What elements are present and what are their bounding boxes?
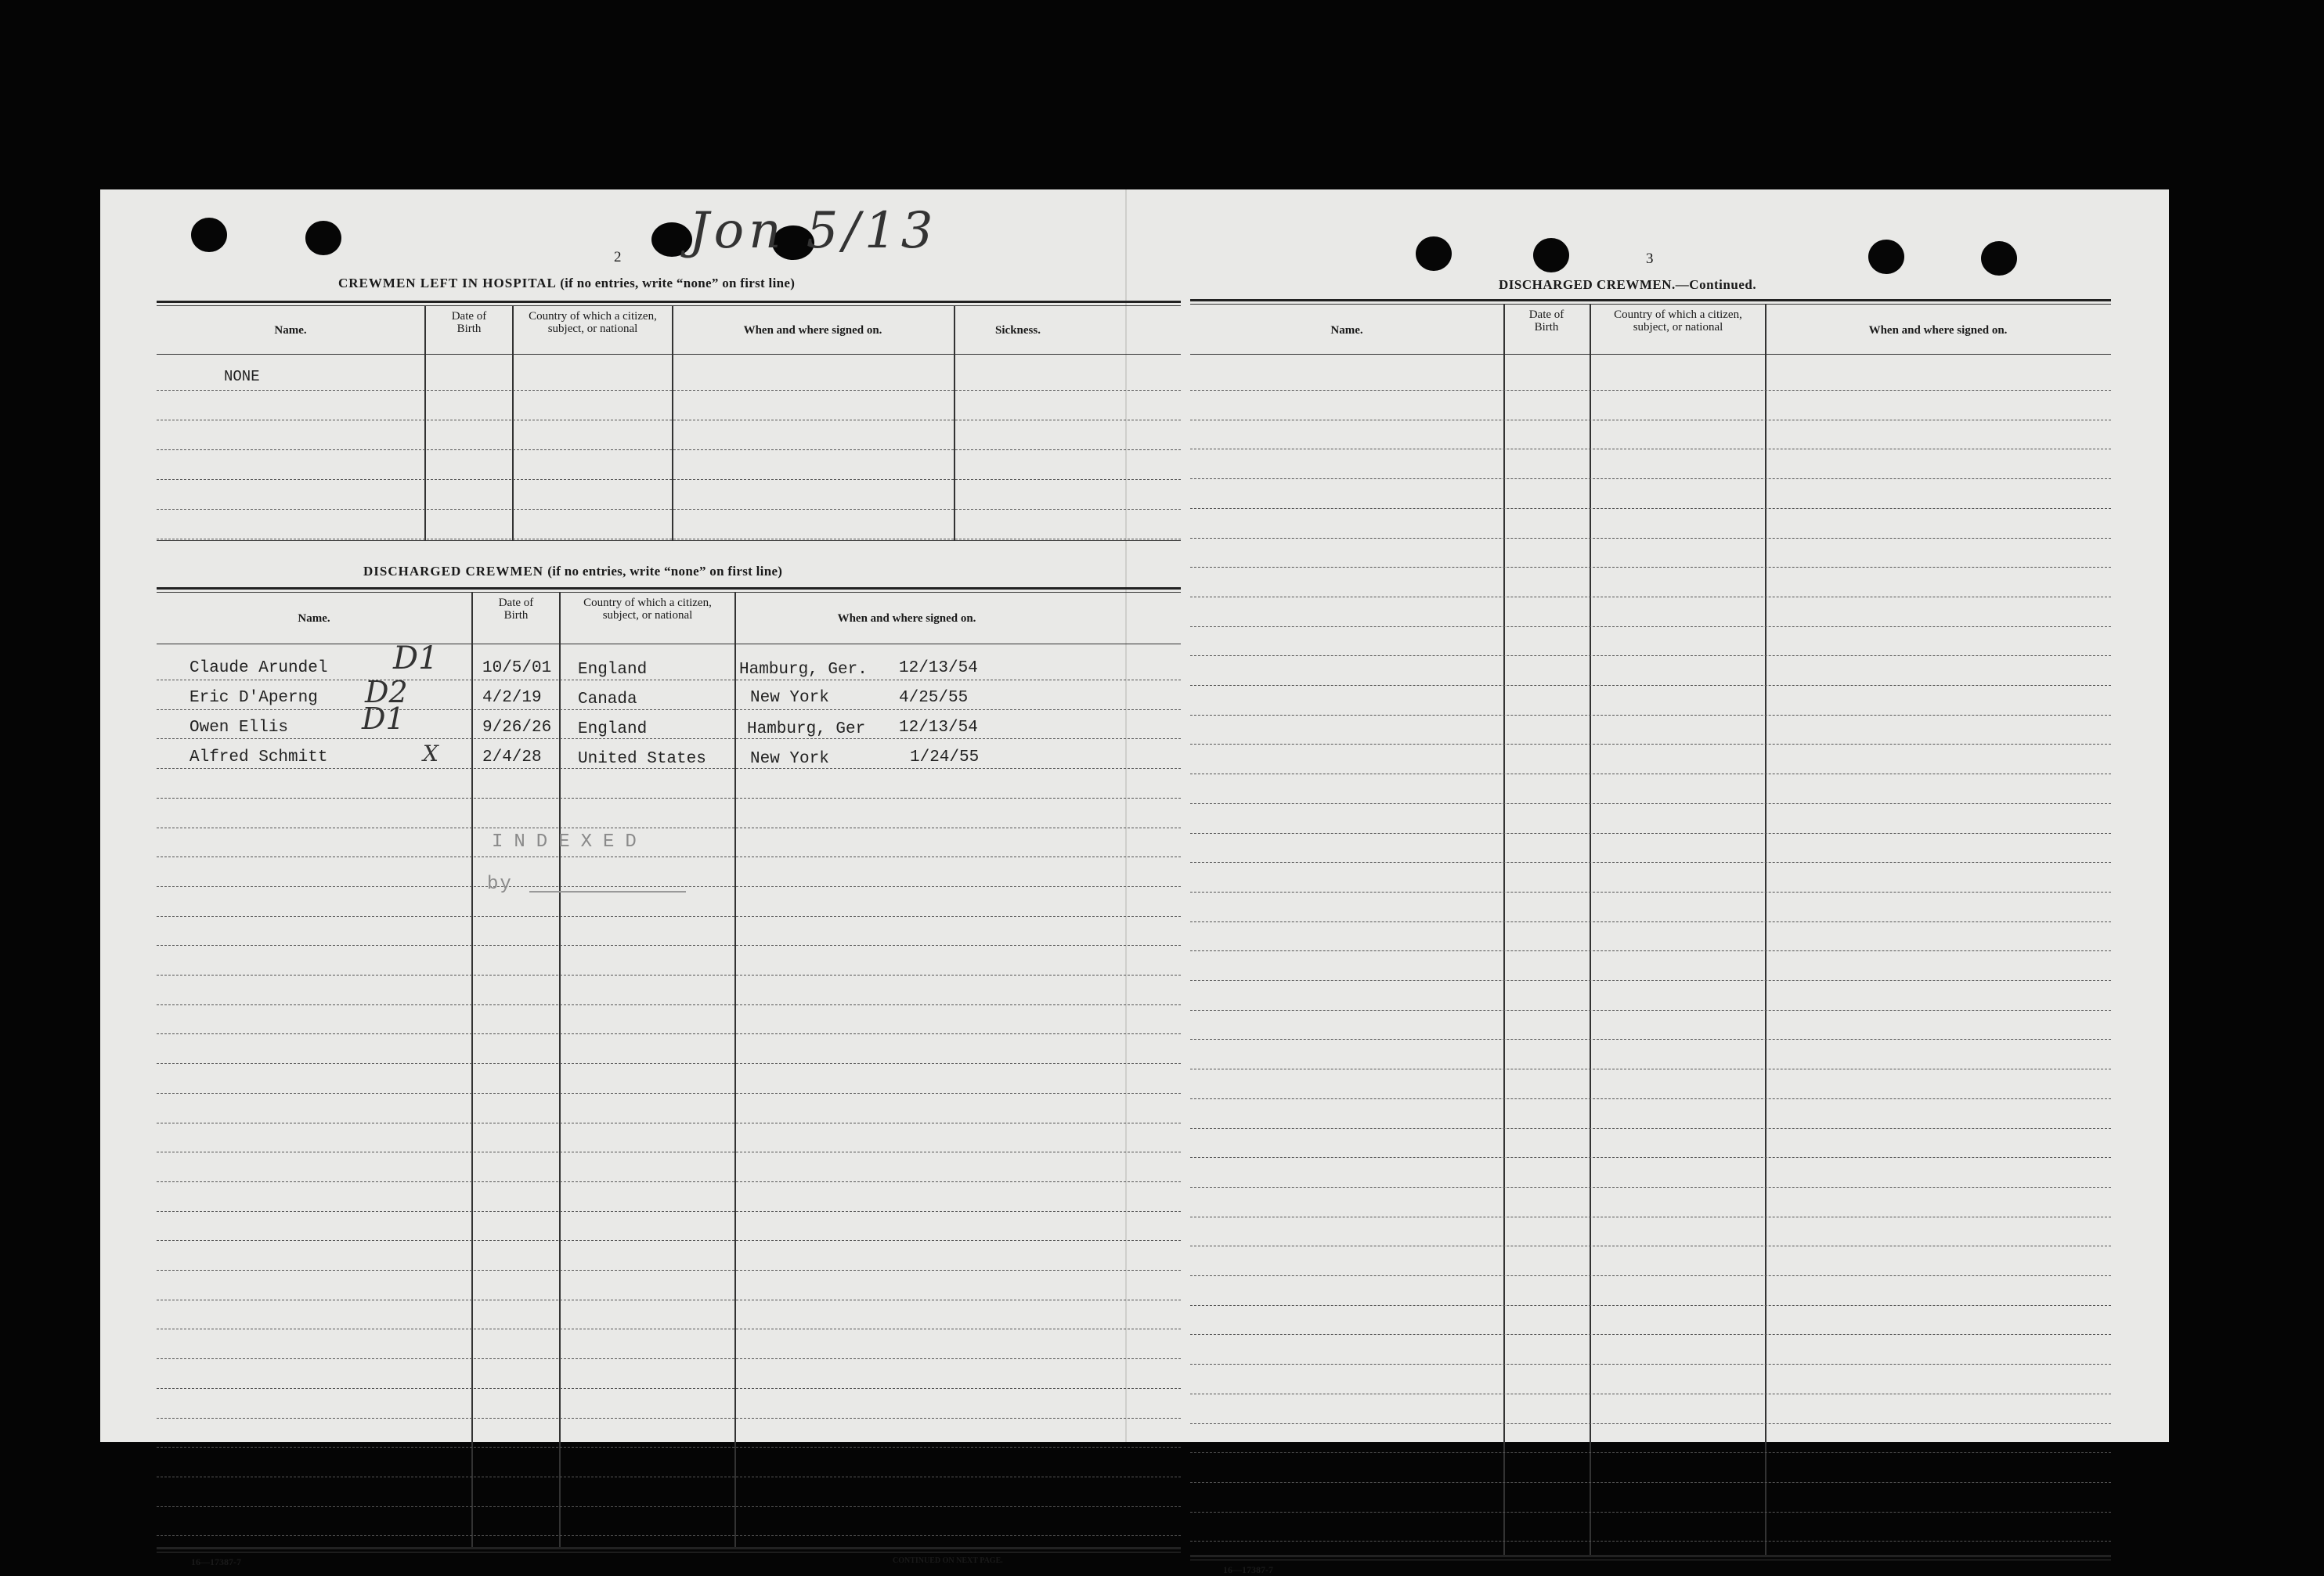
ruled-line [157, 975, 1181, 976]
ruled-line [1190, 1334, 2111, 1335]
discharged-continued-title: DISCHARGED CREWMEN.—Continued. [1499, 277, 1757, 292]
left-page-bottom-rule-2 [157, 1552, 1181, 1553]
ruled-line [1190, 1010, 2111, 1011]
crew-signed-date: 1/24/55 [910, 748, 980, 766]
ruled-line [1190, 1364, 2111, 1365]
ruled-line [1190, 744, 2111, 745]
ruled-line [157, 1211, 1181, 1212]
ruled-line [1190, 1305, 2111, 1306]
hospital-bottom-rule [157, 540, 1181, 541]
ruled-line [157, 768, 1181, 769]
right-header-rule [1190, 354, 2111, 355]
punch-hole [191, 218, 227, 252]
ruled-line [1190, 980, 2111, 981]
hospital-header-name: Name. [274, 324, 307, 337]
crew-signed-place: New York [750, 689, 829, 707]
handwritten-note: Jon 5/13 [689, 202, 938, 260]
ruled-line [1190, 1482, 2111, 1483]
crew-name: Alfred Schmitt [189, 748, 328, 766]
crew-country: England [578, 720, 648, 738]
hospital-header-signed: When and where signed on. [743, 324, 882, 337]
ruled-line [157, 1181, 1181, 1182]
ruled-line [1190, 892, 2111, 893]
crew-name: Owen Ellis [189, 719, 289, 737]
ruled-line [1190, 1187, 2111, 1188]
ruled-line [157, 1270, 1181, 1271]
ruled-line [1190, 1098, 2111, 1099]
hospital-header-rule [157, 354, 1181, 355]
crew-signed-place: Hamburg, Ger. [739, 661, 868, 679]
ruled-line [157, 916, 1181, 917]
ruled-line [157, 509, 1181, 510]
crew-dob: 10/5/01 [482, 659, 552, 677]
handwritten-mark: D1 [362, 701, 405, 736]
ruled-line [157, 709, 1181, 710]
right-page-bottom-rule [1190, 1555, 2111, 1557]
right-header-name: Name. [1330, 324, 1363, 337]
crew-signed-date: 12/13/54 [899, 719, 978, 737]
crew-name: Claude Arundel [189, 659, 328, 677]
crew-signed-place: New York [750, 750, 829, 768]
ruled-line [157, 886, 1181, 887]
hospital-col-line [512, 305, 514, 540]
punch-hole [651, 222, 692, 257]
ruled-line [1190, 803, 2111, 804]
crew-country: England [578, 661, 648, 679]
page-fold [1125, 189, 1127, 1442]
ruled-line [1190, 508, 2111, 509]
ruled-line [1190, 715, 2111, 716]
ruled-line [157, 479, 1181, 480]
ruled-line [157, 945, 1181, 946]
right-header-signed: When and where signed on. [1868, 324, 2008, 337]
crew-country: Canada [578, 691, 637, 709]
ruled-line [157, 1535, 1181, 1536]
ruled-line [1190, 833, 2111, 834]
ruled-line [1190, 1452, 2111, 1453]
indexed-stamp: INDEXED [492, 831, 648, 853]
hospital-header-sickness: Sickness. [995, 324, 1041, 337]
ruled-line [1190, 1275, 2111, 1276]
left-page-bottom-rule [157, 1547, 1181, 1549]
hospital-top-rule-2 [157, 305, 1181, 306]
ruled-line [1190, 478, 2111, 479]
crew-dob: 4/2/19 [482, 689, 542, 707]
hospital-entry-none: NONE [224, 368, 260, 385]
crew-signed-place: Hamburg, Ger [747, 720, 866, 738]
ruled-line [157, 1388, 1181, 1389]
ruled-line [157, 1093, 1181, 1094]
crew-name: Eric D'Aperng [189, 689, 318, 707]
handwritten-mark: D1 [393, 640, 438, 676]
discharged-top-rule [157, 587, 1181, 590]
right-top-rule-2 [1190, 304, 2111, 305]
hospital-top-rule [157, 301, 1181, 303]
hospital-header-dob: Date of Birth [451, 310, 487, 335]
ruled-line [157, 1358, 1181, 1359]
form-number-left: 16—17387-7 [191, 1556, 241, 1567]
right-col-line [1765, 304, 1766, 1555]
ruled-line [1190, 1157, 2111, 1158]
form-number-right: 16—17387-7 [1223, 1564, 1273, 1575]
ruled-line [157, 1063, 1181, 1064]
ruled-line [1190, 685, 2111, 686]
ruled-line [157, 1506, 1181, 1507]
ruled-line [1190, 862, 2111, 863]
hospital-col-line [954, 305, 955, 540]
ruled-line [1190, 655, 2111, 656]
hospital-col-line [424, 305, 426, 540]
ruled-line [157, 1033, 1181, 1034]
ruled-line [1190, 626, 2111, 627]
discharged-section-title: DISCHARGED CREWMEN (if no entries, write “none” on first line) [363, 564, 783, 579]
hospital-section-title: CREWMEN LEFT IN HOSPITAL (if no entries, write “none” on first line) [338, 276, 796, 290]
document-sheet [100, 189, 2169, 1575]
ruled-line [1190, 1541, 2111, 1542]
crew-country: United States [578, 750, 706, 768]
punch-hole [1868, 240, 1904, 274]
hospital-header-country: Country of which a citizen, subject, or national [529, 310, 657, 335]
punch-hole [1533, 238, 1569, 272]
handwritten-mark: D2 [365, 675, 408, 709]
continued-note: CONTINUED ON NEXT PAGE. [893, 1556, 1003, 1565]
stamp-signature-line [529, 891, 686, 893]
discharged-header-country: Country of which a citizen, subject, or national [583, 597, 712, 622]
crew-signed-date: 12/13/54 [899, 659, 978, 677]
crew-dob: 2/4/28 [482, 748, 542, 766]
ruled-line [1190, 950, 2111, 951]
ruled-line [157, 1418, 1181, 1419]
handwritten-mark: X [423, 741, 438, 766]
discharged-col-line [734, 592, 736, 1547]
ruled-line [157, 449, 1181, 450]
ruled-line [157, 738, 1181, 739]
right-header-country: Country of which a citizen, subject, or national [1614, 308, 1742, 334]
discharged-header-name: Name. [298, 612, 330, 625]
hospital-col-line [672, 305, 673, 540]
ruled-line [1190, 1039, 2111, 1040]
crew-signed-date: 4/25/55 [899, 689, 969, 707]
ruled-line [157, 1240, 1181, 1241]
crew-dob: 9/26/26 [482, 719, 552, 737]
ruled-line [1190, 567, 2111, 568]
page-number-left: 2 [614, 249, 622, 265]
right-col-line [1503, 304, 1505, 1555]
ruled-line [157, 390, 1181, 391]
ruled-line [1190, 1512, 2111, 1513]
right-header-dob: Date of Birth [1528, 308, 1564, 334]
discharged-col-line [471, 592, 473, 1547]
indexed-stamp-by: by [487, 874, 513, 895]
ruled-line [157, 1447, 1181, 1448]
punch-hole [1416, 236, 1452, 271]
discharged-col-line [559, 592, 561, 1547]
ruled-line [157, 798, 1181, 799]
ruled-line [1190, 538, 2111, 539]
discharged-header-signed: When and where signed on. [837, 612, 976, 625]
punch-hole [1981, 241, 2017, 276]
discharged-top-rule-2 [157, 592, 1181, 593]
ruled-line [1190, 390, 2111, 391]
ruled-line [157, 1004, 1181, 1005]
ruled-line [1190, 1423, 2111, 1424]
right-col-line [1590, 304, 1591, 1555]
page-number-right: 3 [1646, 251, 1654, 267]
punch-hole [305, 221, 341, 255]
discharged-header-dob: Date of Birth [498, 597, 534, 622]
ruled-line [1190, 1128, 2111, 1129]
ruled-line [1190, 921, 2111, 922]
right-top-rule [1190, 299, 2111, 301]
